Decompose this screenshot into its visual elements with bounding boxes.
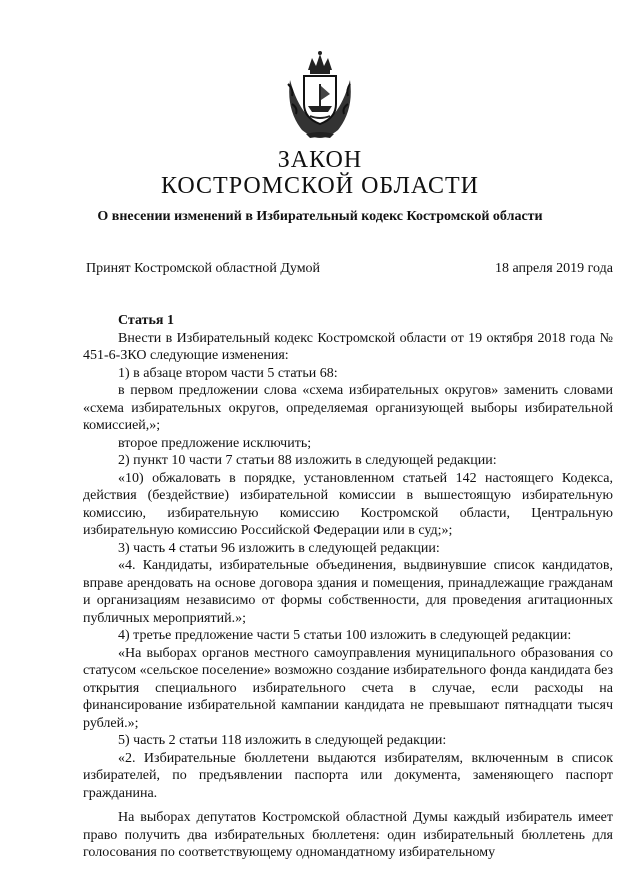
article-paragraph: «2. Избирательные бюллетени выдаются избирателям, включенным в список избирателей, по предъявлении паспорта или документа, заменяющего паспорт гражданина.: [83, 750, 613, 801]
article-paragraph: 3) часть 4 статьи 96 изложить в следующей редакции:: [118, 540, 440, 556]
article-paragraph: «10) обжаловать в порядке, установленном статьей 142 настоящего Кодекса, действия (бездействие) избирательной комиссии в вышестоящую избирательную комиссию, избирательную комиссию Костромской области, Центральную избирательную комиссию Российской Федерации или в суд;»;: [83, 470, 613, 538]
article-paragraph: На выборах депутатов Костромской областной Думы каждый избиратель имеет право получить два избирательных бюллетеня: один избирательный бюллетень для голосования по соответствующему одномандатному избирательному: [83, 810, 613, 860]
article-paragraph: «4. Кандидаты, избирательные объединения, выдвинувшие список кандидатов, вправе арендовать на основе договора здания и помещения, принадлежащие гражданам и организациям независимо от формы собственности, для проведения агитационных публичных мероприятий.»;: [83, 558, 613, 626]
article-body: [83, 312, 613, 862]
article-paragraph: 1) в абзаце втором части 5 статьи 68:: [118, 365, 338, 381]
kostroma-coat-of-arms-icon: [284, 50, 356, 140]
article-paragraph: 2) пункт 10 части 7 статьи 88 изложить в следующей редакции:: [118, 453, 497, 468]
adoption-date: 18 апреля 2019 года: [495, 261, 613, 276]
article-paragraph: Внести в Избирательный кодекс Костромской области от 19 октября 2018 года № 451-6-ЗКО следующие изменения:: [83, 330, 613, 363]
article-paragraph: 5) часть 2 статьи 118 изложить в следующей редакции:: [118, 733, 447, 748]
adopted-by: Принят Костромской областной Думой: [86, 261, 321, 276]
article-paragraph: второе предложение исключить;: [118, 435, 312, 451]
article-paragraph: в первом предложении слова «схема избирательных округов» заменить словами «схема избирательных округов, определяемая организующей выборы избирательной комиссией,»;: [83, 383, 613, 433]
article-paragraph: «На выборах органов местного самоуправления муниципального образования со статусом «сельское поселение» возможно создание избирательного фонда кандидата без открытия специального избирательного счета в случае, если расходы на финансирование избирательной кампании кандидата не превышают пятнадцати тысяч рублей.»;: [83, 645, 613, 731]
law-subject: О внесении изменений в Избирательный кодекс Костромской области: [97, 209, 543, 224]
law-title-line1: ЗАКОН: [277, 147, 363, 173]
article-heading: Статья 1: [118, 313, 174, 328]
law-title-line2: КОСТРОМСКОЙ ОБЛАСТИ: [160, 173, 480, 199]
article-paragraph: 4) третье предложение части 5 статьи 100 изложить в следующей редакции:: [118, 628, 572, 643]
